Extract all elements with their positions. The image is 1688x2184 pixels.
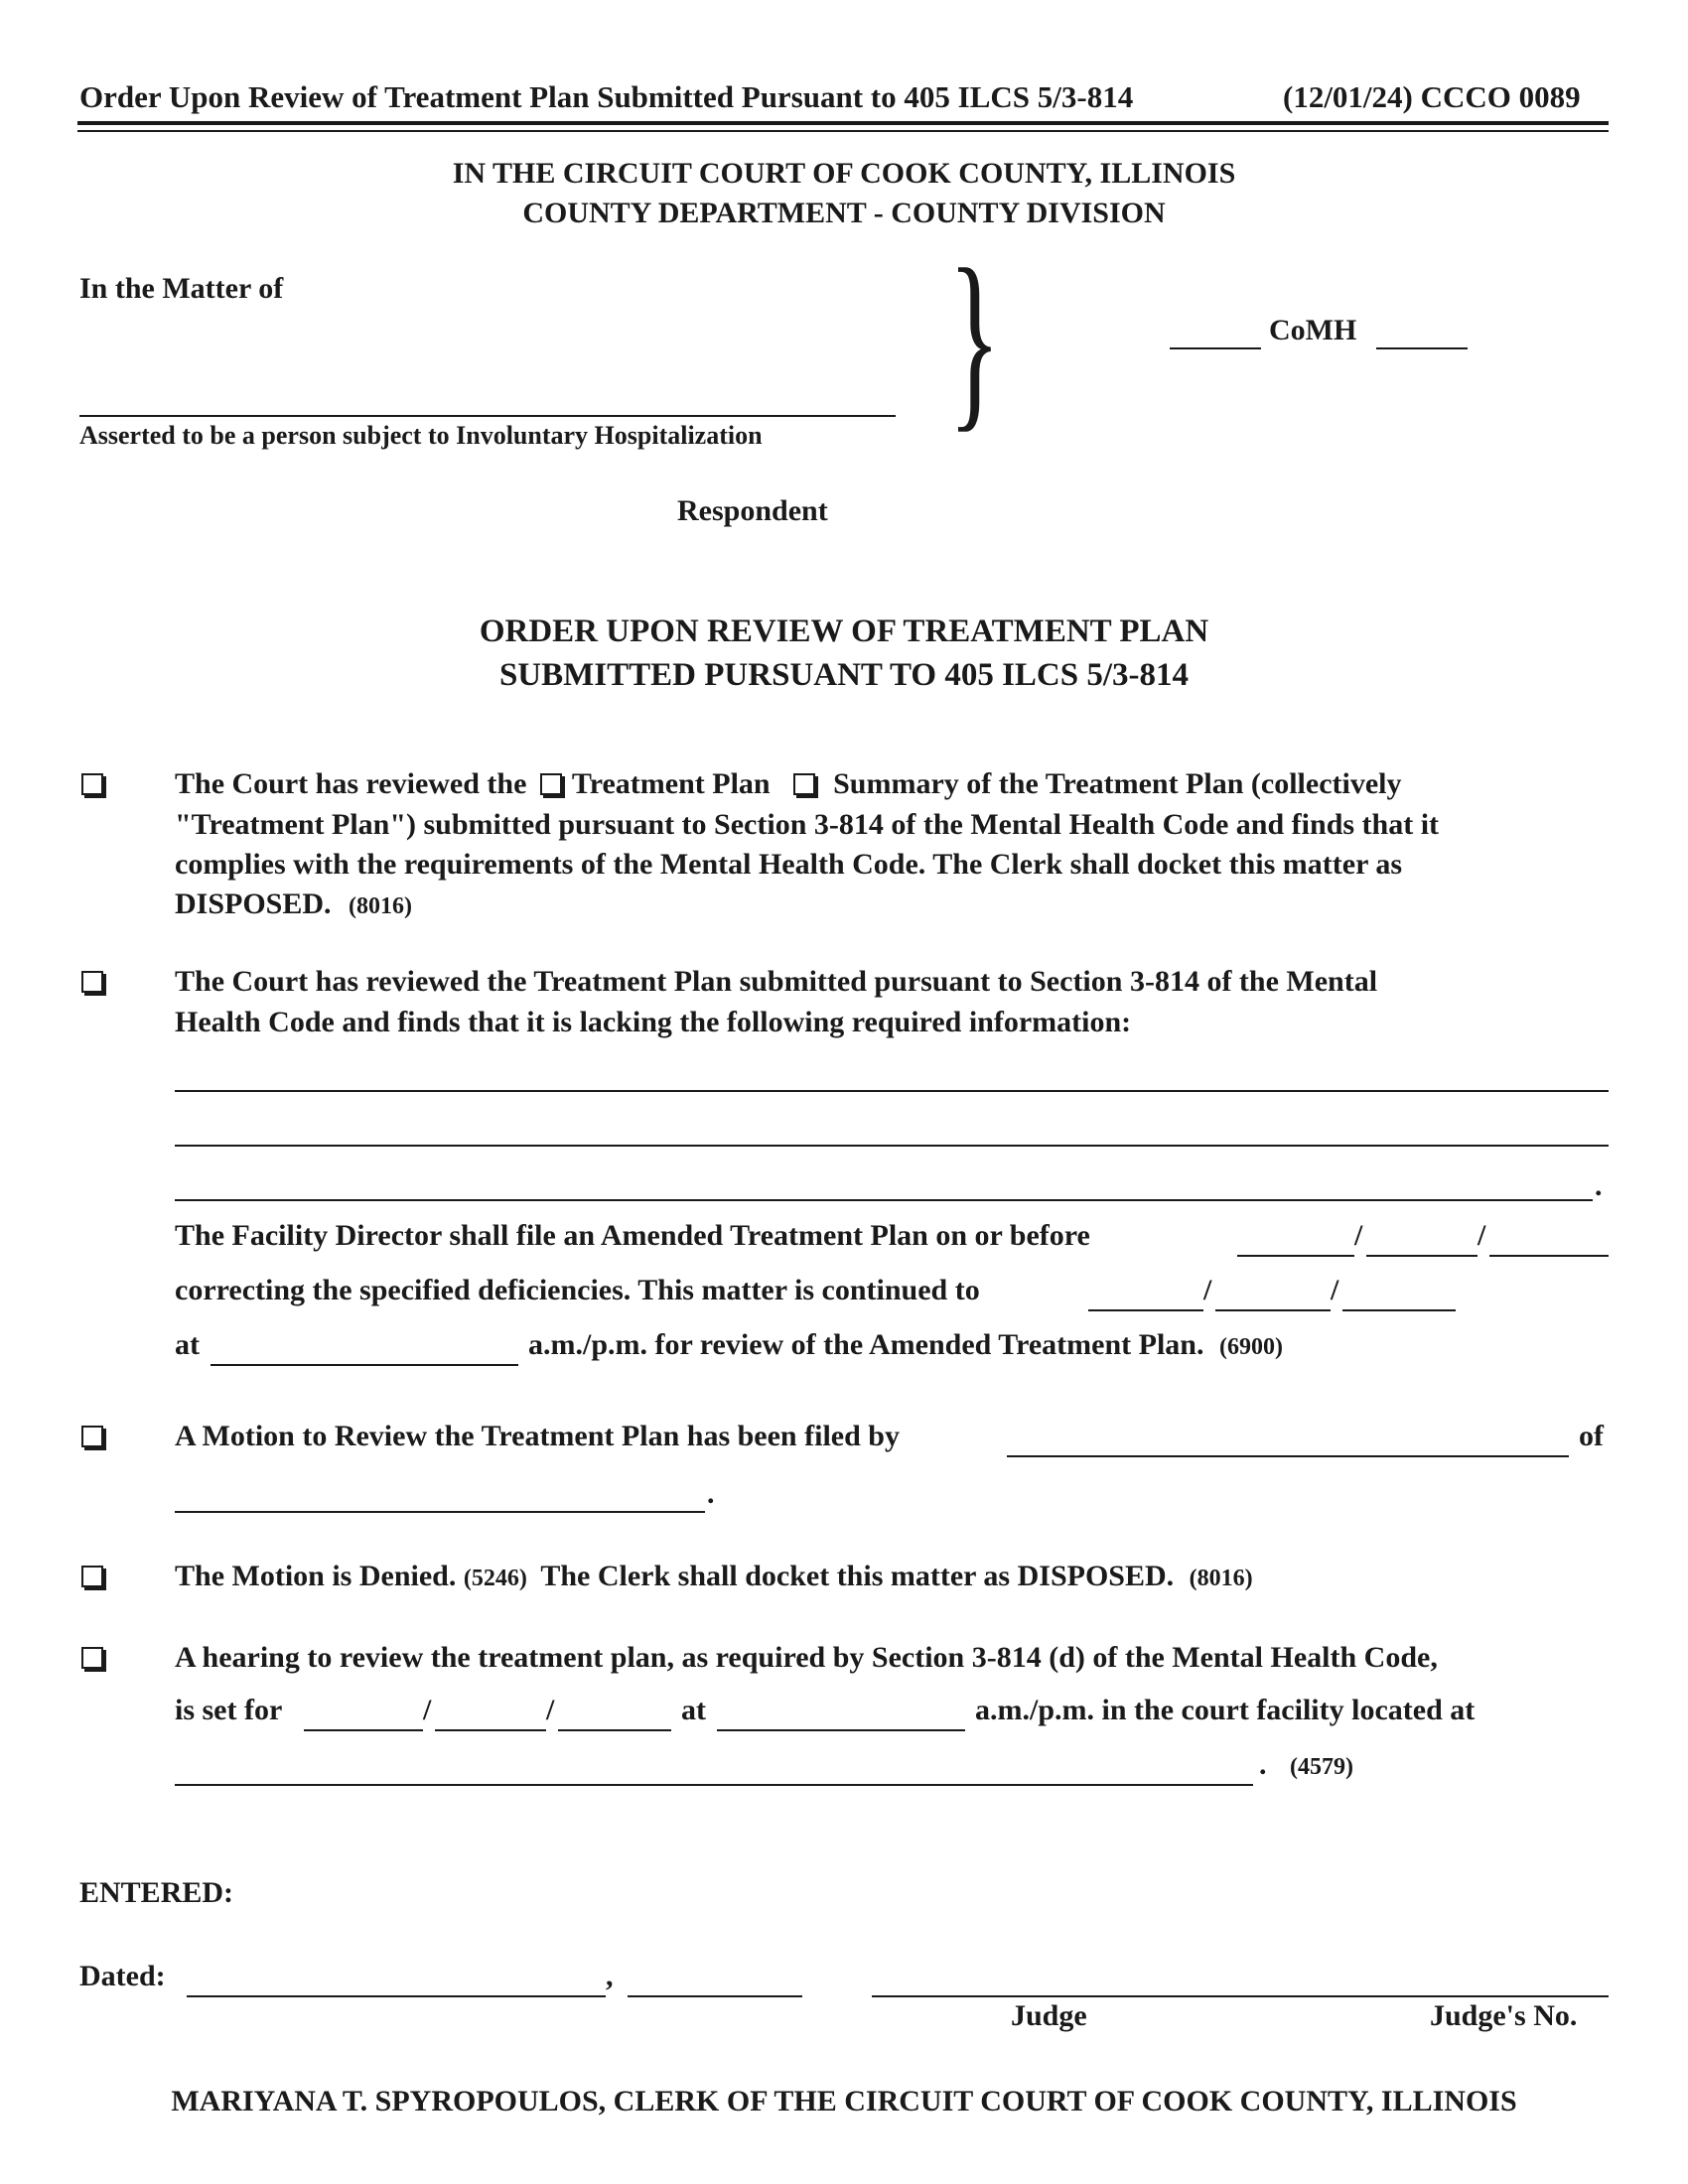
- section1-code: (8016): [349, 893, 413, 919]
- amended-due-slash-1: /: [1354, 1219, 1363, 1252]
- summary-checkbox[interactable]: [793, 773, 815, 795]
- amended-due-year[interactable]: [1489, 1255, 1609, 1257]
- case-type-label: CoMH: [1269, 314, 1357, 346]
- treatment-plan-checkbox[interactable]: [540, 773, 562, 795]
- section2-checkbox[interactable]: [81, 971, 103, 996]
- section2-code: (6900): [1218, 1334, 1283, 1360]
- deficiency-line-1[interactable]: [175, 1090, 1609, 1092]
- continued-year[interactable]: [1342, 1309, 1456, 1311]
- court-name: IN THE CIRCUIT COURT OF COOK COUNTY, ILLINOIS: [452, 157, 1236, 190]
- section1-line4: DISPOSED.: [175, 887, 332, 920]
- hearing-day[interactable]: [435, 1729, 546, 1731]
- in-matter-of-label: In the Matter of: [79, 272, 284, 305]
- facility-director-text: The Facility Director shall file an Amended Treatment Plan on or before: [175, 1219, 1090, 1252]
- motion-filed-by-field[interactable]: [1007, 1455, 1569, 1457]
- section5-code: (4579): [1290, 1754, 1353, 1780]
- hearing-at-label: at: [681, 1694, 706, 1726]
- continued-time[interactable]: [211, 1364, 518, 1366]
- caption-brace: }: [948, 229, 1001, 449]
- continued-day[interactable]: [1215, 1309, 1331, 1311]
- dated-field[interactable]: [187, 1995, 606, 1997]
- treatment-plan-option: Treatment Plan: [571, 767, 771, 800]
- amended-due-day[interactable]: [1366, 1255, 1477, 1257]
- court-division: COUNTY DEPARTMENT - COUNTY DIVISION: [522, 197, 1166, 229]
- header-rule-thin: [77, 130, 1609, 132]
- asserted-label: Asserted to be a person subject to Involuntary Hospitalization: [79, 421, 763, 450]
- continued-slash-1: /: [1203, 1274, 1212, 1306]
- entered-label: ENTERED:: [79, 1876, 234, 1909]
- section1-intro: The Court has reviewed the: [175, 767, 527, 800]
- order-title-line2: SUBMITTED PURSUANT TO 405 ILCS 5/3-814: [498, 657, 1190, 693]
- deficiency-period: .: [1595, 1169, 1603, 1202]
- hearing-time[interactable]: [717, 1729, 965, 1731]
- continued-slash-2: /: [1331, 1274, 1339, 1306]
- judge-number-label: Judge's No.: [1430, 1999, 1578, 2032]
- respondent-name-field[interactable]: [79, 415, 896, 417]
- hearing-month[interactable]: [304, 1729, 423, 1731]
- form-title: Order Upon Review of Treatment Plan Submitted Pursuant to 405 ILCS 5/3-814: [79, 79, 1134, 114]
- motion-denied-text: The Motion is Denied.: [175, 1560, 457, 1592]
- hearing-slash-1: /: [423, 1694, 432, 1726]
- review-amended-text: a.m./p.m. for review of the Amended Treatment Plan.: [528, 1328, 1204, 1361]
- judge-signature-field[interactable]: [872, 1995, 1609, 1997]
- section1-checkbox[interactable]: [81, 773, 103, 798]
- set-for-label: is set for: [175, 1694, 283, 1726]
- facility-period: .: [1259, 1748, 1267, 1781]
- deficiency-line-2[interactable]: [175, 1145, 1609, 1147]
- section1-line3: complies with the requirements of the Mental Health Code. The Clerk shall docket this matter as: [175, 848, 1403, 881]
- section4-checkbox[interactable]: [81, 1566, 103, 1590]
- disposed-code: (8016): [1189, 1566, 1253, 1591]
- at-label: at: [175, 1328, 200, 1361]
- hearing-text-line1: A hearing to review the treatment plan, as required by Section 3-814 (d) of the Mental Health Code,: [175, 1641, 1438, 1674]
- hearing-year[interactable]: [558, 1729, 671, 1731]
- court-facility-text: a.m./p.m. in the court facility located at: [975, 1694, 1476, 1726]
- motion-filed-text: A Motion to Review the Treatment Plan has been filed by: [175, 1420, 900, 1452]
- amended-due-slash-2: /: [1477, 1219, 1486, 1252]
- dated-comma: ,: [606, 1960, 614, 1992]
- court-facility-field[interactable]: [175, 1784, 1253, 1786]
- year-field[interactable]: [628, 1995, 802, 1997]
- header-rule-thick: [77, 121, 1609, 125]
- order-title-line1: ORDER UPON REVIEW OF TREATMENT PLAN: [479, 614, 1209, 649]
- clerk-footer: MARIYANA T. SPYROPOULOS, CLERK OF THE CIRCUIT COURT OF COOK COUNTY, ILLINOIS: [171, 2085, 1517, 2117]
- amended-due-month[interactable]: [1237, 1255, 1354, 1257]
- motion-period: .: [707, 1477, 715, 1510]
- form-code: (12/01/24) CCCO 0089: [1283, 79, 1581, 114]
- case-prefix-field[interactable]: [1170, 347, 1261, 349]
- section2-line1: The Court has reviewed the Treatment Plan submitted pursuant to Section 3-814 of the Mental: [175, 965, 1378, 998]
- hearing-slash-2: /: [546, 1694, 555, 1726]
- section1-line2: "Treatment Plan") submitted pursuant to Section 3-814 of the Mental Health Code and finds that it: [175, 808, 1440, 841]
- dated-label: Dated:: [79, 1960, 166, 1992]
- section2-line2: Health Code and finds that it is lacking the following required information:: [175, 1006, 1132, 1038]
- case-number-field[interactable]: [1376, 347, 1468, 349]
- section1-line1: [175, 767, 1401, 801]
- section5-checkbox[interactable]: [81, 1647, 103, 1672]
- judge-label: Judge: [1011, 1999, 1087, 2032]
- docket-disposed-text: The Clerk shall docket this matter as DISPOSED.: [540, 1560, 1175, 1592]
- motion-filer-org-field[interactable]: [175, 1511, 705, 1513]
- continued-text: correcting the specified deficiencies. This matter is continued to: [175, 1274, 980, 1306]
- section3-checkbox[interactable]: [81, 1426, 103, 1450]
- continued-month[interactable]: [1088, 1309, 1203, 1311]
- deficiency-line-3[interactable]: [175, 1199, 1593, 1201]
- motion-denied-code: (5246): [463, 1566, 527, 1591]
- of-label: of: [1579, 1420, 1604, 1452]
- respondent-label: Respondent: [677, 494, 828, 527]
- summary-option: Summary of the Treatment Plan (collectively: [833, 767, 1402, 800]
